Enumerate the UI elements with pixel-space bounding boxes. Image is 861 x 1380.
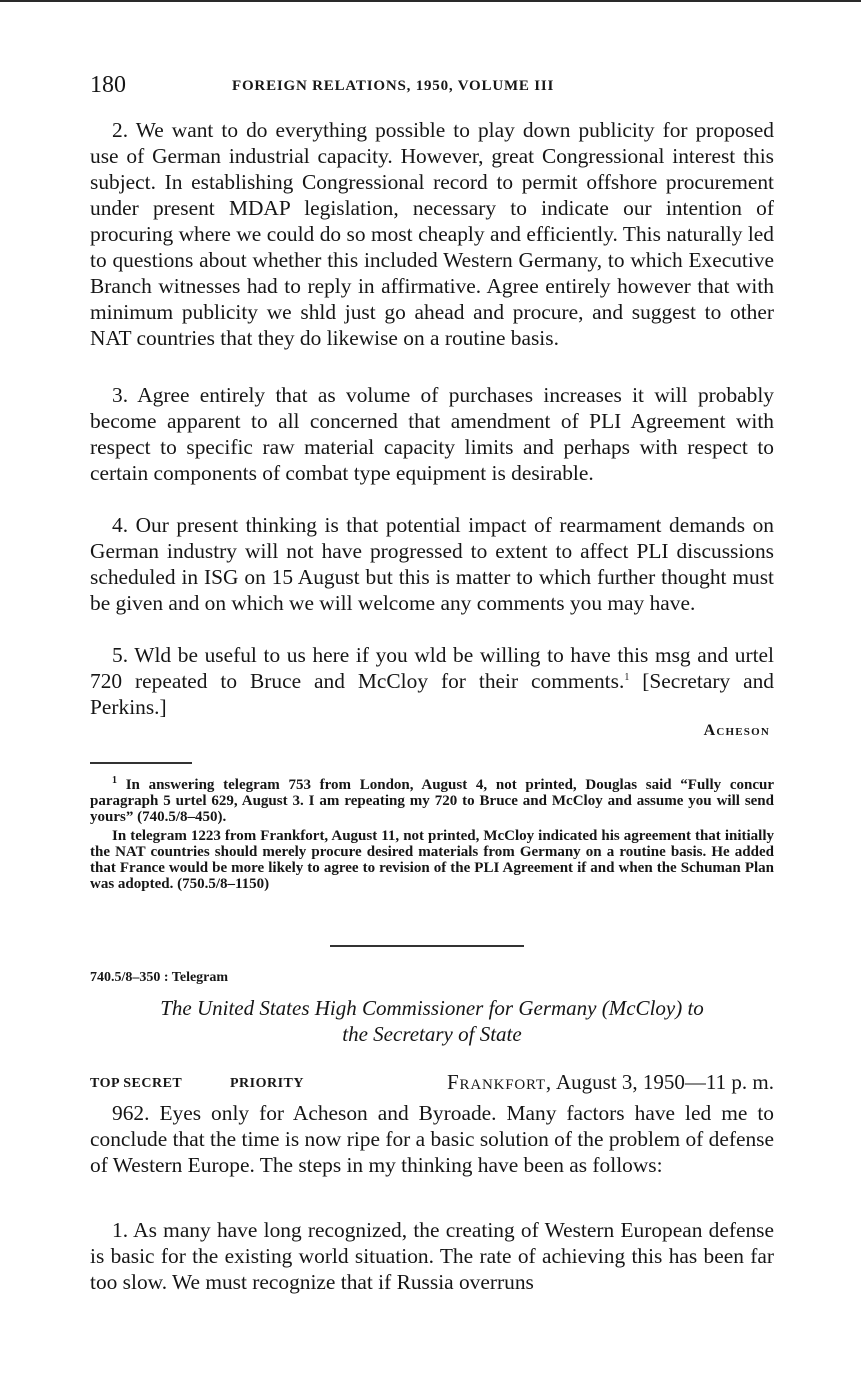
telegram-paragraph-1: 1. As many have long recognized, the creating of Western European defense is basic for the existing world situation. The rate of achieving this has been far too slow. We must recognize that if Russia overruns bbox=[90, 1218, 774, 1294]
classification: TOP SECRET bbox=[90, 1076, 183, 1091]
signature: Acheson bbox=[703, 722, 770, 739]
running-head: FOREIGN RELATIONS, 1950, VOLUME III bbox=[232, 78, 555, 94]
footnote-marker: 1 bbox=[112, 775, 117, 786]
document-title bbox=[90, 995, 774, 1047]
file-reference: 740.5/8–350 : Telegram bbox=[90, 970, 229, 985]
dateline-date: August 3, 1950—11 p. m. bbox=[551, 1070, 774, 1094]
footnote-1 bbox=[90, 777, 774, 825]
page-top-rule bbox=[0, 0, 861, 2]
footnote-reference: 1 bbox=[624, 671, 630, 683]
footnote-2: In telegram 1223 from Frankfort, August 11, not printed, McCloy indicated his agreement that initially the NAT countries should merely procure desired materials from Germany on a routine basis. He added that France would be more likely to agree to revision of the PLI Agreement if and when the Schuman Plan was adopted. (750.5/8–1150) bbox=[90, 828, 774, 892]
paragraph-4: 4. Our present thinking is that potential impact of rearmament demands on German industry will not have progressed to extent to affect PLI discussions scheduled in ISG on 15 August but this is matter to which further thought must be given and on which we will welcome any comments you may have. bbox=[90, 513, 774, 615]
footnote-rule bbox=[90, 762, 192, 764]
paragraph-5-text: 5. Wld be useful to us here if you wld be willing to have this msg and urtel 720 repeated to Bruce and McCloy for their comments. bbox=[90, 643, 774, 693]
telegram-paragraph-962: 962. Eyes only for Acheson and Byroade. Many factors have led me to conclude that the time is now ripe for a basic solution of the problem of defense of Western Europe. The steps in my thinking have been as follows: bbox=[90, 1101, 774, 1177]
footnote-1-text: In answering telegram 753 from London, August 4, not printed, Douglas said “Fully concur paragraph 5 urtel 629, August 3. I am repeating my 720 to Bruce and McCloy and assume you will send yours” (740.5/8–450). bbox=[90, 777, 774, 825]
telegram-meta bbox=[90, 1070, 774, 1098]
section-separator bbox=[330, 945, 524, 947]
paragraph-5-attribution: [Secretary and Perkins.] bbox=[90, 669, 774, 719]
dateline bbox=[447, 1070, 774, 1095]
paragraph-3: 3. Agree entirely that as volume of purchases increases it will probably become apparent to all concerned that amendment of PLI Agreement with respect to specific raw material capacity limits and perhaps with respect to certain components of combat type equipment is desirable. bbox=[90, 383, 774, 485]
page-number: 180 bbox=[90, 72, 126, 98]
paragraph-5 bbox=[90, 642, 774, 720]
precedence: PRIORITY bbox=[230, 1076, 305, 1091]
document-title-line-2: the Secretary of State bbox=[342, 1022, 522, 1046]
document-title-line-1: The United States High Commissioner for Germany (McCloy) to bbox=[160, 996, 704, 1020]
dateline-place: Frankfort, bbox=[447, 1070, 552, 1094]
paragraph-2: 2. We want to do everything possible to play down publicity for proposed use of German industrial capacity. However, great Congressional interest this subject. In establishing Congressional record to permit offshore procurement under present MDAP legislation, necessary to indicate our intention of procuring where we could do so most cheaply and efficiently. This naturally led to questions about whether this included Western Germany, to which Executive Branch witnesses had to reply in affirmative. Agree entirely however that with minimum publicity we shld just go ahead and procure, and suggest to other NAT countries that they do likewise on a routine basis. bbox=[90, 118, 774, 350]
page-header bbox=[90, 70, 780, 106]
